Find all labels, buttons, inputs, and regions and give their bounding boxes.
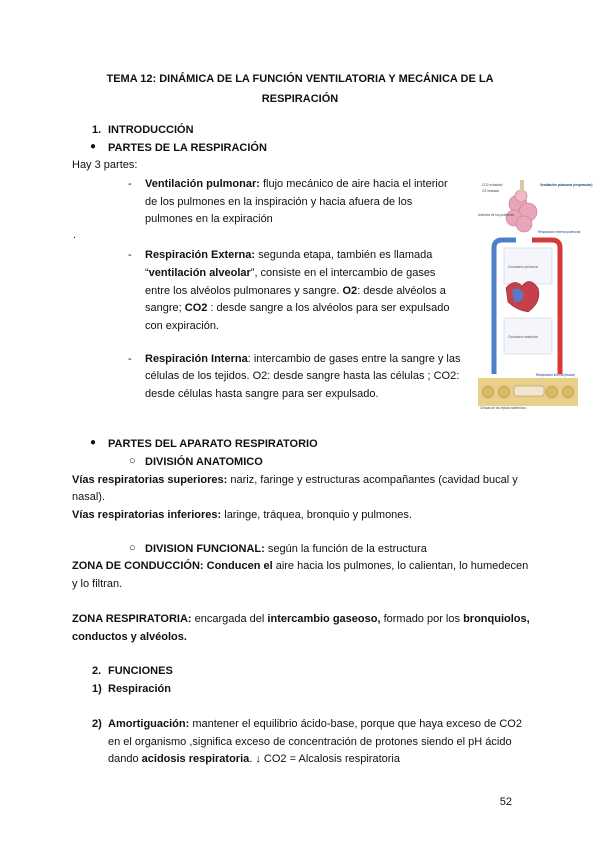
vias-superiores-line1 bbox=[72, 474, 518, 486]
stray-dot: . bbox=[73, 229, 77, 241]
paragraph-text: aire hacia los pulmones, lo calientan, lo humedecen bbox=[272, 560, 529, 572]
term-acidosis-respiratoria: acidosis respiratoria bbox=[141, 753, 250, 765]
term-co2: CO2 bbox=[184, 302, 208, 314]
bullet: ● bbox=[90, 437, 97, 448]
diagram-label-co2: CO2 exhalado bbox=[482, 183, 503, 187]
quote: “ bbox=[145, 267, 149, 279]
page-title-line1: TEMA 12: DINÁMICA DE LA FUNCIÓN VENTILATORIA Y MECÁNICA DE LA bbox=[106, 73, 494, 85]
section-number-2: 2. bbox=[92, 665, 102, 677]
item-text: : intercambio de gases entre la sangre y las bbox=[247, 353, 461, 365]
alveoli-illustration bbox=[506, 180, 537, 232]
paragraph-text: mantener el equilibrio ácido-base, porque que haya exceso de CO2 bbox=[189, 718, 522, 730]
item-text: : desde alvéolos a bbox=[357, 285, 446, 297]
intro-text: Hay 3 partes: bbox=[72, 159, 138, 171]
item-ventilacion-line2: de los pulmones en la inspiración y hacia afuera de los bbox=[145, 196, 413, 208]
dash: - bbox=[128, 353, 132, 365]
diagram-label-ventilacion: Ventilación pulmonar (respiración) bbox=[540, 183, 593, 187]
item-externa-line5: con expiración. bbox=[145, 320, 219, 332]
dash: - bbox=[128, 178, 132, 190]
circulation-loops bbox=[494, 240, 560, 374]
item-ventilacion-line3: pulmones en la expiración bbox=[145, 213, 273, 225]
item-text: sangre; bbox=[145, 302, 185, 314]
bullet: ● bbox=[90, 141, 97, 152]
paragraph-text: nariz, faringe y estructuras acompañantes (cavidad bucal y bbox=[227, 474, 518, 486]
sub-bullet: ○ bbox=[129, 542, 136, 554]
subheading-division-anatomico: DIVISIÓN ANATOMICO bbox=[145, 456, 263, 468]
subheading-partes-respiracion: PARTES DE LA RESPIRACIÓN bbox=[108, 142, 267, 154]
item-interna-line2: células de los tejidos. O2: desde sangre hasta las células ; CO2: bbox=[145, 370, 460, 382]
zona-respiratoria-line1 bbox=[72, 613, 530, 625]
page-title-line2: RESPIRACIÓN bbox=[261, 93, 339, 105]
term-amortiguacion: Amortiguación: bbox=[108, 718, 190, 730]
item-ventilacion-line1 bbox=[145, 178, 448, 190]
function-amortiguacion-line2: en el organismo ,significa exceso de concentración de protones siendo el pH ácido bbox=[108, 736, 512, 748]
function-respiracion: Respiración bbox=[108, 683, 171, 695]
item-externa-line4 bbox=[145, 302, 450, 314]
diagram-label-alveolos: Alvéolos de los pulmones bbox=[478, 213, 515, 217]
diagram-label-o2: O2 inhalado bbox=[482, 189, 500, 193]
function-amortiguacion-line3 bbox=[108, 753, 400, 765]
item-externa-line3 bbox=[145, 285, 446, 297]
function-amortiguacion-line1 bbox=[108, 718, 522, 730]
item-interna-line3: desde células hasta sangre para ser expulsado. bbox=[145, 388, 379, 400]
paragraph-text: formado por los bbox=[380, 613, 464, 625]
zona-conduccion-line1 bbox=[72, 560, 528, 572]
page-number: 52 bbox=[499, 796, 512, 808]
term-ventilacion-alveolar: ventilación alveolar bbox=[148, 267, 251, 279]
section-number-1: 1. bbox=[92, 124, 102, 136]
paragraph-text: según la función de la estructura bbox=[264, 543, 427, 555]
item-text: segunda etapa, también es llamada bbox=[255, 249, 433, 261]
term-zona-conduccion: ZONA DE CONDUCCIÓN: Conducen el bbox=[72, 560, 273, 572]
item-interna-line1 bbox=[145, 353, 460, 365]
paragraph-text: encargada del bbox=[191, 613, 268, 625]
paragraph-text: dando bbox=[108, 753, 142, 765]
sub-bullet: ○ bbox=[129, 455, 136, 467]
term-vias-inferiores: Vías respiratorias inferiores: bbox=[72, 509, 222, 521]
term-division-funcional: DIVISION FUNCIONAL: bbox=[145, 543, 265, 555]
list-number: 2) bbox=[92, 718, 102, 730]
tissue-cells-illustration bbox=[478, 378, 578, 406]
term-o2: O2 bbox=[342, 285, 358, 297]
item-text: flujo mecánico de aire hacia el interior bbox=[259, 178, 448, 190]
item-label: Ventilación pulmonar: bbox=[145, 178, 260, 190]
respiration-diagram bbox=[476, 178, 593, 410]
item-text: : desde sangre a los alvéolos para ser expulsado bbox=[207, 302, 450, 314]
term-vias-superiores: Vías respiratorias superiores: bbox=[72, 474, 228, 486]
zona-respiratoria-line2: conductos y alvéolos. bbox=[72, 631, 187, 643]
item-externa-line1 bbox=[145, 249, 432, 261]
diagram-label-celulas: Células de los tejidos sistémicos bbox=[480, 406, 526, 410]
item-label: Respiración Interna bbox=[145, 353, 248, 365]
item-externa-line2 bbox=[145, 267, 435, 279]
section-heading-introduccion: INTRODUCCIÓN bbox=[108, 124, 194, 136]
subheading-partes-aparato: PARTES DEL APARATO RESPIRATORIO bbox=[108, 438, 318, 450]
item-label: Respiración Externa: bbox=[145, 249, 256, 261]
paragraph-text: laringe, tráquea, bronquio y pulmones. bbox=[221, 509, 412, 521]
item-text: ”, consiste en el intercambio de gases bbox=[250, 267, 436, 279]
paragraph-text: . ↓ CO2 = Alcalosis respiratoria bbox=[249, 753, 400, 765]
diagram-label-circulacion-sistemica: Circulación sistémica bbox=[508, 335, 538, 339]
vias-inferiores bbox=[72, 509, 412, 521]
diagram-label-circulacion-pulmonar: Circulación pulmonar bbox=[508, 265, 538, 269]
list-number: 1) bbox=[92, 683, 102, 695]
item-text: entre los alvéolos pulmonares y sangre. bbox=[145, 285, 343, 297]
diagram-label-respiracion-externa: Respiración externa pulmonar bbox=[538, 230, 581, 234]
diagram-label-respiracion-interna: Respiración interna (tisular) bbox=[536, 373, 575, 377]
term-zona-respiratoria: ZONA RESPIRATORIA: bbox=[72, 613, 192, 625]
vias-superiores-line2: nasal). bbox=[72, 491, 106, 503]
term-intercambio-gaseoso: intercambio gaseoso, bbox=[267, 613, 381, 625]
section-heading-funciones: FUNCIONES bbox=[108, 665, 173, 677]
zona-conduccion-line2: y lo filtran. bbox=[72, 578, 123, 590]
term-bronquiolos: bronquiolos, bbox=[463, 613, 530, 625]
division-funcional bbox=[145, 543, 427, 555]
dash: - bbox=[128, 249, 132, 261]
